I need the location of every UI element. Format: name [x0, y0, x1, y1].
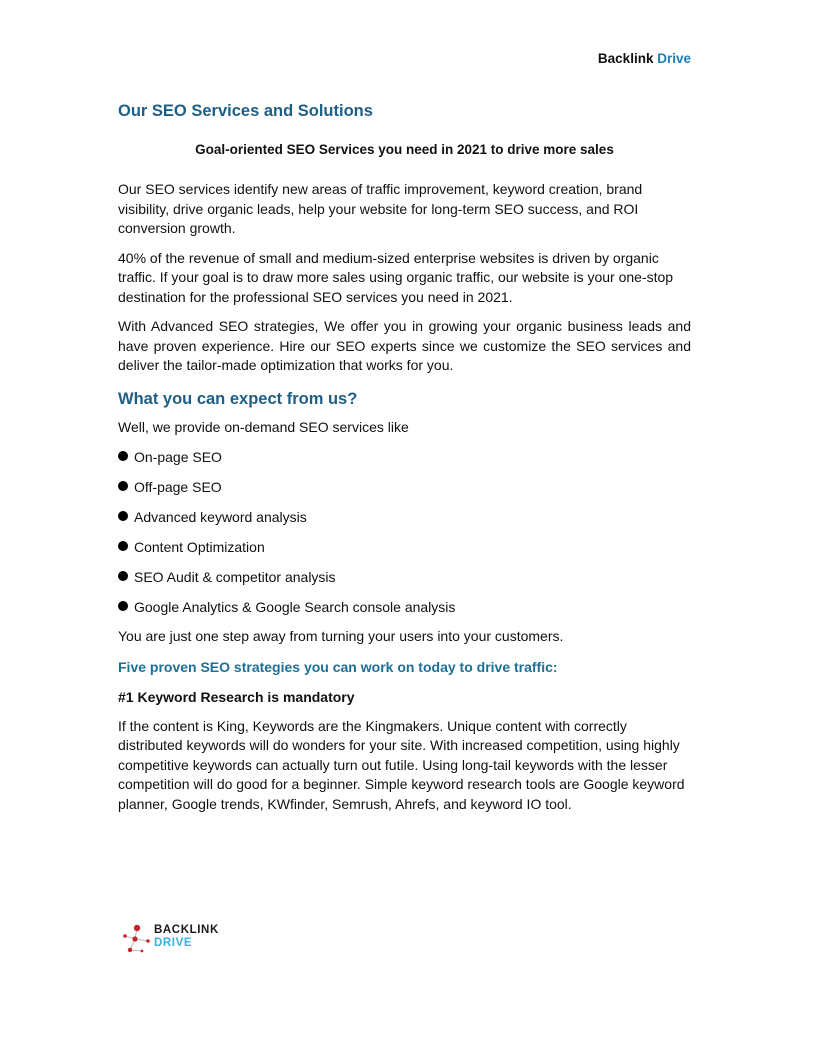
closing-sentence: You are just one step away from turning your users into your customers. — [118, 628, 564, 644]
keyword-research-paragraph: If the content is King, Keywords are the Kingmakers. Unique content with correctly distributed keywords will do wonders for your site. With increased competition, using highly competitive keywords can actually turn out futile. Using long-tail keywords with the lesser competition will do good for a beginner. Simple keyword research tools are Google keyword planner, Google trends, KWfinder, Semrush, Ahrefs, and keyword IO tool. — [118, 717, 685, 812]
bullet-icon — [118, 451, 128, 461]
keyword-research-heading: #1 Keyword Research is mandatory — [118, 688, 355, 705]
services-intro: Well, we provide on-demand SEO services like — [118, 418, 409, 435]
service-label: Content Optimization — [134, 538, 265, 555]
backlink-drive-logo — [121, 922, 221, 958]
network-nodes-icon — [121, 922, 153, 956]
logo-line2: DRIVE — [154, 937, 193, 949]
logo-wordmark — [154, 924, 219, 950]
list-item — [118, 598, 691, 618]
bullet-icon — [118, 541, 128, 551]
services-list — [118, 448, 691, 618]
document-body — [118, 98, 691, 814]
paragraph-strategies: With Advanced SEO strategies, We offer you in growing your organic business leads and have proven experience. Hire our SEO experts since we customize the SEO services and deliver the tailor-made optimization that works for you. — [118, 318, 691, 373]
paragraph-intro: Our SEO services identify new areas of traffic improvement, keyword creation, brand visibility, drive organic leads, help your website for long-term SEO success, and ROI conversion growth. — [118, 181, 643, 236]
list-item — [118, 508, 691, 528]
section-heading-expect: What you can expect from us? — [118, 389, 358, 408]
list-item — [118, 448, 691, 468]
logo-line1: BACKLINK — [154, 924, 219, 936]
page-title: Our SEO Services and Solutions — [118, 102, 373, 120]
bullet-icon — [118, 571, 128, 581]
paragraph-revenue: 40% of the revenue of small and medium-sized enterprise websites is driven by organic traffic. If your goal is to draw more sales using organic traffic, our website is your one-stop destination for the professional SEO services you need in 2021. — [118, 249, 674, 305]
header-brand-part1: Backlink — [597, 51, 654, 66]
service-label: On-page SEO — [134, 448, 222, 465]
bullet-icon — [118, 481, 128, 491]
bullet-icon — [118, 511, 128, 521]
service-label: Google Analytics & Google Search console analysis — [134, 598, 456, 615]
service-label: Off-page SEO — [134, 478, 222, 495]
bullet-icon — [118, 601, 128, 611]
strategies-heading: Five proven SEO strategies you can work on today to drive traffic: — [118, 658, 558, 675]
list-item — [118, 538, 691, 558]
service-label: SEO Audit & competitor analysis — [134, 568, 336, 585]
service-label: Advanced keyword analysis — [134, 508, 307, 525]
page-subtitle: Goal-oriented SEO Services you need in 2021 to drive more sales — [195, 142, 614, 157]
list-item — [118, 478, 691, 498]
page-header-brand — [598, 51, 691, 66]
header-brand-part2: Drive — [657, 51, 691, 66]
list-item — [118, 568, 691, 588]
